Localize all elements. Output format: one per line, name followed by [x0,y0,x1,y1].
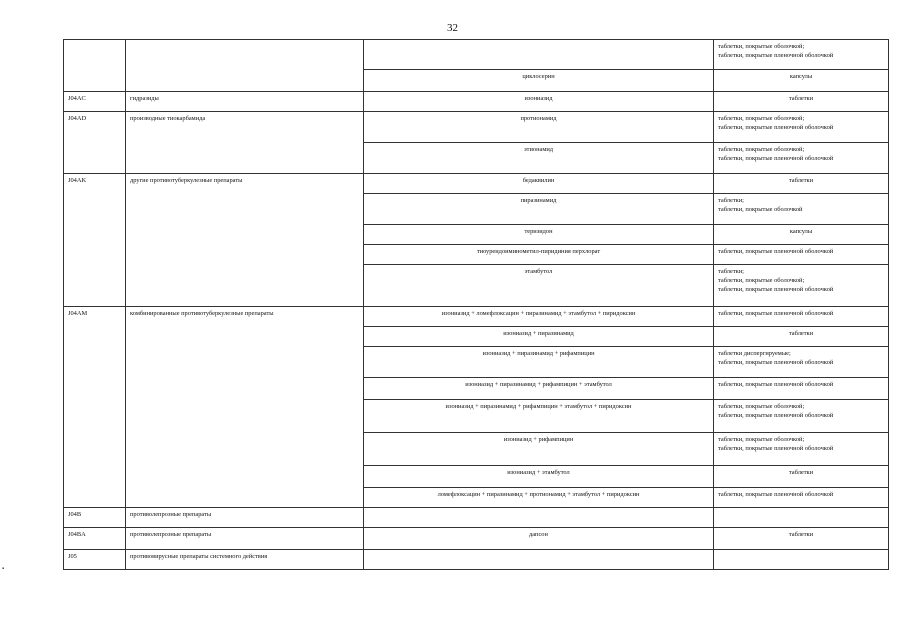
atc-code-cell [64,327,126,347]
atc-code-cell [64,245,126,265]
atc-code-cell: J04BA [64,528,126,550]
dosage-form-cell: таблетки, покрытые пленочной оболочкой [714,307,889,327]
atc-code-cell [64,488,126,508]
drug-name-cell: тиоуреидоиминометил-пиридиния перхлорат [364,245,714,265]
atc-group-cell [126,143,364,174]
atc-group-cell [126,40,364,70]
atc-group-cell: противовирусные препараты системного действия [126,550,364,570]
table-row [64,92,889,112]
dosage-form-cell: таблетки, покрытые оболочкой; таблетки, покрытые пленочной оболочкой [714,143,889,174]
dosage-form-cell: таблетки диспергируемые; таблетки, покрытые пленочной оболочкой [714,347,889,378]
table-row [64,112,889,143]
atc-group-cell: гидразиды [126,92,364,112]
atc-code-cell [64,378,126,400]
table-row [64,245,889,265]
dosage-form-cell: таблетки [714,174,889,194]
atc-group-cell: производные тиокарбамида [126,112,364,143]
drug-name-cell: изониазид + пиразинамид + рифампицин + этамбутол [364,378,714,400]
dosage-form-cell: таблетки, покрытые оболочкой; таблетки, покрытые пленочной оболочкой [714,400,889,433]
atc-code-cell [64,194,126,225]
table-row [64,508,889,528]
table-row [64,70,889,92]
atc-code-cell: J04AK [64,174,126,194]
table-row [64,225,889,245]
atc-group-cell [126,327,364,347]
atc-code-cell [64,40,126,70]
dosage-form-cell: таблетки, покрытые пленочной оболочкой [714,378,889,400]
drug-name-cell [364,40,714,70]
dosage-form-cell: таблетки, покрытые оболочкой; таблетки, покрытые пленочной оболочкой [714,112,889,143]
table-row [64,378,889,400]
drug-name-cell: пиразинамид [364,194,714,225]
table-row [64,174,889,194]
page-number: 32 [447,22,458,34]
table-row [64,400,889,433]
table-row [64,307,889,327]
atc-code-cell: J04AC [64,92,126,112]
drug-name-cell [364,508,714,528]
drug-name-cell: теризидон [364,225,714,245]
atc-code-cell [64,400,126,433]
atc-group-cell [126,194,364,225]
table-row [64,466,889,488]
drug-name-cell: изониазид + пиразинамид + рифампицин + этамбутол + пиридоксин [364,400,714,433]
dosage-form-cell [714,550,889,570]
drug-name-cell [364,550,714,570]
atc-group-cell [126,400,364,433]
table-row [64,528,889,550]
drug-name-cell: этионамид [364,143,714,174]
atc-group-cell [126,265,364,307]
atc-group-cell: противолепрозные препараты [126,528,364,550]
drug-name-cell: бедаквилин [364,174,714,194]
atc-code-cell [64,347,126,378]
atc-code-cell [64,433,126,466]
drug-name-cell: изониазид + этамбутол [364,466,714,488]
dosage-form-cell: таблетки [714,92,889,112]
atc-code-cell: J04AD [64,112,126,143]
table-row [64,327,889,347]
table-row [64,347,889,378]
atc-group-cell: комбинированные противотуберкулезные препараты [126,307,364,327]
table-row [64,40,889,70]
atc-group-cell: другие противотуберкулезные препараты [126,174,364,194]
drug-name-cell: изониазид + рифампицин [364,433,714,466]
atc-code-cell [64,225,126,245]
atc-code-cell [64,466,126,488]
table-row [64,433,889,466]
drug-name-cell: циклосерин [364,70,714,92]
drug-name-cell: изониазид [364,92,714,112]
dosage-form-cell: таблетки, покрытые пленочной оболочкой [714,488,889,508]
table-row [64,550,889,570]
dosage-form-cell: таблетки, покрытые оболочкой; таблетки, покрытые пленочной оболочкой [714,40,889,70]
atc-group-cell [126,225,364,245]
atc-code-cell: J04AM [64,307,126,327]
atc-code-cell [64,70,126,92]
drug-name-cell: изониазид + пиразинамид [364,327,714,347]
table-row [64,488,889,508]
atc-group-cell: противолепрозные препараты [126,508,364,528]
atc-code-cell: J05 [64,550,126,570]
dosage-form-cell: таблетки; таблетки, покрытые оболочкой [714,194,889,225]
atc-group-cell [126,70,364,92]
dosage-form-cell: таблетки, покрытые оболочкой; таблетки, покрытые пленочной оболочкой [714,433,889,466]
atc-code-cell [64,143,126,174]
drug-name-cell: этамбутол [364,265,714,307]
dosage-form-cell: таблетки [714,528,889,550]
atc-code-cell: J04B [64,508,126,528]
drug-table [63,39,889,570]
drug-name-cell: протионамид [364,112,714,143]
drug-name-cell: ломефлоксацин + пиразинамид + протионамид + этамбутол + пиридоксин [364,488,714,508]
dosage-form-cell: таблетки, покрытые пленочной оболочкой [714,245,889,265]
table-row [64,265,889,307]
dosage-form-cell: капсулы [714,225,889,245]
dosage-form-cell: капсулы [714,70,889,92]
drug-name-cell: дапсон [364,528,714,550]
atc-code-cell [64,265,126,307]
table-body [64,40,889,570]
scan-mark-left: ▪ [2,566,5,572]
atc-group-cell [126,378,364,400]
table-row [64,194,889,225]
atc-group-cell [126,433,364,466]
dosage-form-cell: таблетки; таблетки, покрытые оболочкой; таблетки, покрытые пленочной оболочкой [714,265,889,307]
table-row [64,143,889,174]
drug-name-cell: изониазид + ломефлоксацин + пиразинамид + этамбутол + пиридоксин [364,307,714,327]
atc-group-cell [126,488,364,508]
dosage-form-cell [714,508,889,528]
dosage-form-cell: таблетки [714,327,889,347]
atc-group-cell [126,466,364,488]
drug-name-cell: изониазид + пиразинамид + рифампицин [364,347,714,378]
atc-group-cell [126,245,364,265]
atc-group-cell [126,347,364,378]
dosage-form-cell: таблетки [714,466,889,488]
